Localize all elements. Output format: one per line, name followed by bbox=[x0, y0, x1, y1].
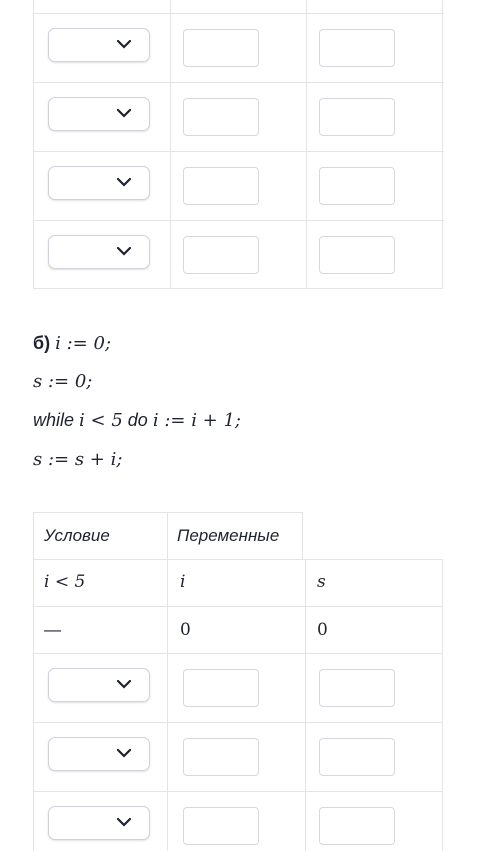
row-divider bbox=[33, 791, 443, 792]
row-divider bbox=[34, 151, 444, 152]
code-line-4 bbox=[33, 449, 122, 470]
condition-select[interactable] bbox=[48, 166, 150, 200]
chevron-down-icon bbox=[117, 749, 131, 758]
subheader-i: i bbox=[180, 572, 186, 592]
row-divider bbox=[34, 13, 444, 14]
initial-condition: — bbox=[44, 620, 61, 639]
keyword-do: do bbox=[127, 410, 148, 430]
code-text: s := 0; bbox=[33, 371, 93, 392]
subheader-s: s bbox=[317, 572, 326, 592]
column-divider bbox=[306, 0, 307, 289]
i-value-input[interactable] bbox=[183, 29, 259, 67]
code-line-1 bbox=[33, 333, 111, 354]
i-value-input[interactable] bbox=[183, 98, 259, 136]
chevron-down-icon bbox=[117, 40, 131, 49]
i-value-input[interactable] bbox=[183, 738, 259, 776]
code-line-3 bbox=[33, 410, 241, 431]
i-value-input[interactable] bbox=[183, 807, 259, 845]
i-value-input[interactable] bbox=[183, 669, 259, 707]
keyword-while: while bbox=[33, 410, 75, 430]
initial-i: 0 bbox=[180, 620, 191, 640]
i-value-input[interactable] bbox=[183, 236, 259, 274]
row-divider bbox=[33, 722, 443, 723]
s-value-input[interactable] bbox=[319, 807, 395, 845]
header-variables: Переменные bbox=[177, 526, 280, 545]
row-divider bbox=[33, 606, 443, 607]
chevron-down-icon bbox=[117, 109, 131, 118]
condition-select[interactable] bbox=[48, 235, 150, 269]
column-divider bbox=[170, 0, 171, 289]
column-divider bbox=[167, 512, 168, 560]
chevron-down-icon bbox=[117, 818, 131, 827]
column-divider bbox=[167, 559, 168, 851]
chevron-down-icon bbox=[117, 178, 131, 187]
s-value-input[interactable] bbox=[319, 236, 395, 274]
initial-s: 0 bbox=[317, 620, 328, 640]
condition-select[interactable] bbox=[48, 668, 150, 702]
s-value-input[interactable] bbox=[319, 669, 395, 707]
code-text: s := s + i; bbox=[33, 449, 123, 470]
task-label: б) bbox=[33, 333, 51, 353]
column-divider bbox=[305, 559, 306, 851]
i-value-input[interactable] bbox=[183, 167, 259, 205]
s-value-input[interactable] bbox=[319, 167, 395, 205]
row-divider bbox=[34, 220, 444, 221]
code-line-2 bbox=[33, 371, 92, 392]
chevron-down-icon bbox=[117, 247, 131, 256]
s-value-input[interactable] bbox=[319, 98, 395, 136]
condition-select[interactable] bbox=[48, 737, 150, 771]
condition-select[interactable] bbox=[48, 806, 150, 840]
code-text: i := i + 1; bbox=[152, 410, 241, 431]
chevron-down-icon bbox=[117, 680, 131, 689]
s-value-input[interactable] bbox=[319, 738, 395, 776]
subheader-condition: i < 5 bbox=[44, 572, 86, 592]
s-value-input[interactable] bbox=[319, 29, 395, 67]
code-text: i := 0; bbox=[55, 333, 112, 354]
condition-select[interactable] bbox=[48, 97, 150, 131]
row-divider bbox=[34, 82, 444, 83]
row-divider bbox=[33, 653, 443, 654]
header-condition: Условие bbox=[44, 526, 110, 545]
code-text: i < 5 bbox=[79, 410, 123, 431]
condition-select[interactable] bbox=[48, 28, 150, 62]
